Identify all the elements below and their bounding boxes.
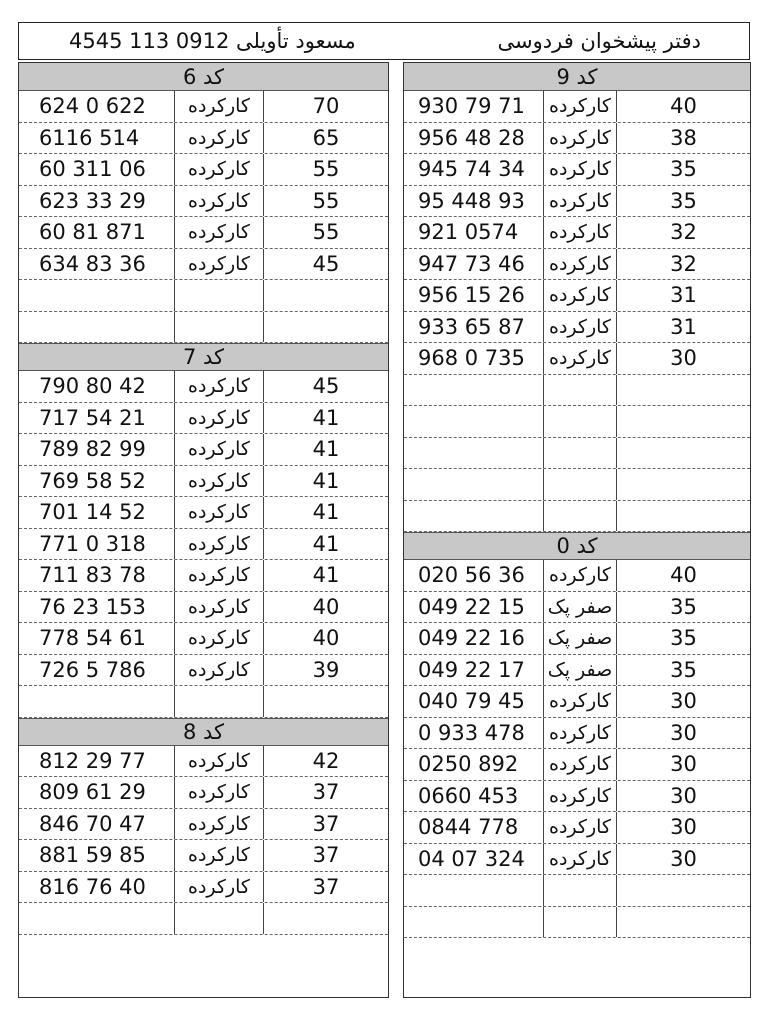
phone-number: 049 22 15 xyxy=(404,592,544,623)
phone-number: 947 73 46 xyxy=(404,249,544,280)
price xyxy=(617,907,750,938)
phone-number: 790 80 42 xyxy=(19,371,175,402)
table-row xyxy=(19,592,388,624)
phone-number: 921 0574 xyxy=(404,217,544,248)
table-row xyxy=(19,154,388,186)
sim-status: صفر پک xyxy=(544,655,617,686)
phone-number xyxy=(19,312,175,343)
price: 38 xyxy=(670,125,697,150)
price: 35 xyxy=(670,157,697,182)
price: 30 xyxy=(670,346,697,371)
phone-number: 778 54 61 xyxy=(19,623,175,654)
phone-number: 789 82 99 xyxy=(19,434,175,465)
phone-number: 956 48 28 xyxy=(404,123,544,154)
phone-number: 769 58 52 xyxy=(19,466,175,497)
price: 32 xyxy=(670,251,697,276)
sim-status: کارکرده xyxy=(175,497,264,528)
table-row xyxy=(19,371,388,403)
table-row xyxy=(404,312,750,344)
table-row xyxy=(19,186,388,218)
price: 55 xyxy=(312,188,340,213)
phone-number xyxy=(404,406,544,437)
phone-number: 0 933 478 xyxy=(404,718,544,749)
price: 70 xyxy=(312,94,340,119)
sim-status: کارکرده xyxy=(544,560,617,591)
sim-status xyxy=(544,406,617,437)
sim-status: کارکرده xyxy=(544,91,617,122)
sim-status xyxy=(175,280,264,311)
section-header-kod7: کد 7 xyxy=(19,343,388,371)
price: 42 xyxy=(312,748,340,773)
table-row xyxy=(404,217,750,249)
table-row xyxy=(404,749,750,781)
table-row xyxy=(19,217,388,249)
sim-status: کارکرده xyxy=(175,434,264,465)
phone-number xyxy=(19,280,175,311)
table-row xyxy=(19,872,388,904)
price: 37 xyxy=(312,843,340,868)
table-row xyxy=(19,686,388,718)
phone-number: 816 76 40 xyxy=(19,872,175,903)
sim-status xyxy=(544,501,617,532)
phone-number: 726 5 786 xyxy=(19,655,175,686)
sim-status: کارکرده xyxy=(544,343,617,374)
sim-status: صفر پک xyxy=(544,592,617,623)
sim-status: کارکرده xyxy=(175,186,264,217)
price: 31 xyxy=(670,314,697,339)
table-row xyxy=(19,529,388,561)
phone-number: 968 0 735 xyxy=(404,343,544,374)
sim-status xyxy=(544,907,617,938)
sim-status: کارکرده xyxy=(544,718,617,749)
table-row xyxy=(404,875,750,907)
phone-number: 933 65 87 xyxy=(404,312,544,343)
table-row xyxy=(404,592,750,624)
table-row xyxy=(404,907,750,939)
phone-number: 04 07 324 xyxy=(404,844,544,875)
sim-status: کارکرده xyxy=(544,312,617,343)
table-row xyxy=(404,123,750,155)
sim-status: کارکرده xyxy=(175,809,264,840)
table-row xyxy=(19,560,388,592)
sim-status: کارکرده xyxy=(544,781,617,812)
table-row xyxy=(404,844,750,876)
office-name: دفتر پیشخوان فردوسی xyxy=(497,29,701,53)
phone-number: 60 81 871 xyxy=(19,217,175,248)
table-row xyxy=(404,249,750,281)
table-row xyxy=(404,186,750,218)
sim-status: کارکرده xyxy=(175,872,264,903)
sim-status: کارکرده xyxy=(175,746,264,777)
price xyxy=(617,406,750,437)
phone-number: 049 22 17 xyxy=(404,655,544,686)
price: 55 xyxy=(312,220,340,245)
table-row xyxy=(19,809,388,841)
price: 31 xyxy=(670,283,697,308)
price xyxy=(617,375,750,406)
table-row xyxy=(19,655,388,687)
table-row xyxy=(19,434,388,466)
sim-status: کارکرده xyxy=(175,217,264,248)
price: 41 xyxy=(312,468,340,493)
price: 32 xyxy=(670,220,697,245)
phone-number xyxy=(19,903,175,934)
table-row xyxy=(19,123,388,155)
table-row xyxy=(404,91,750,123)
phone-number xyxy=(404,375,544,406)
sim-status: کارکرده xyxy=(544,812,617,843)
price: 37 xyxy=(312,874,340,899)
table-row xyxy=(404,375,750,407)
table-row xyxy=(404,501,750,533)
table-row xyxy=(404,655,750,687)
section-rows-kod8 xyxy=(19,746,388,935)
table-row xyxy=(19,280,388,312)
price xyxy=(264,903,388,934)
phone-number xyxy=(404,469,544,500)
price: 65 xyxy=(312,125,340,150)
price: 30 xyxy=(670,815,697,840)
table-row xyxy=(404,812,750,844)
section-rows-kod6 xyxy=(19,91,388,343)
phone-number: 711 83 78 xyxy=(19,560,175,591)
phone-number: 634 83 36 xyxy=(19,249,175,280)
sim-status: کارکرده xyxy=(175,840,264,871)
phone-number: 809 61 29 xyxy=(19,777,175,808)
section-header-kod6: کد 6 xyxy=(19,63,388,91)
sim-status: کارکرده xyxy=(544,217,617,248)
price: 30 xyxy=(670,720,697,745)
phone-number: 846 70 47 xyxy=(19,809,175,840)
left-column xyxy=(18,62,389,998)
phone-number: 0250 892 xyxy=(404,749,544,780)
sim-status: کارکرده xyxy=(544,749,617,780)
section-header-kod0: کد 0 xyxy=(404,532,750,560)
price xyxy=(617,469,750,500)
table-row xyxy=(19,623,388,655)
table-row xyxy=(19,840,388,872)
price xyxy=(617,438,750,469)
section-rows-kod9 xyxy=(404,91,750,532)
sim-status: کارکرده xyxy=(175,249,264,280)
price: 41 xyxy=(312,500,340,525)
phone-number: 049 22 16 xyxy=(404,623,544,654)
phone-number: 956 15 26 xyxy=(404,280,544,311)
price: 40 xyxy=(670,94,697,119)
price: 40 xyxy=(670,563,697,588)
sim-status: کارکرده xyxy=(175,529,264,560)
phone-number: 624 0 622 xyxy=(19,91,175,122)
sim-status: کارکرده xyxy=(544,686,617,717)
price: 30 xyxy=(670,783,697,808)
sim-status: کارکرده xyxy=(175,123,264,154)
section-header-kod8: کد 8 xyxy=(19,718,388,746)
table-row xyxy=(404,406,750,438)
sim-status xyxy=(175,903,264,934)
phone-number: 60 311 06 xyxy=(19,154,175,185)
sim-status xyxy=(544,438,617,469)
phone-number: 623 33 29 xyxy=(19,186,175,217)
phone-number: 930 79 71 xyxy=(404,91,544,122)
phone-number: 95 448 93 xyxy=(404,186,544,217)
price: 30 xyxy=(670,846,697,871)
table-row xyxy=(19,403,388,435)
phone-number: 040 79 45 xyxy=(404,686,544,717)
section-rows-kod7 xyxy=(19,371,388,718)
price: 37 xyxy=(312,811,340,836)
table-row xyxy=(19,497,388,529)
sheet-header xyxy=(18,22,750,60)
sim-status: کارکرده xyxy=(544,154,617,185)
phone-number xyxy=(404,501,544,532)
phone-number: 76 23 153 xyxy=(19,592,175,623)
price: 55 xyxy=(312,157,340,182)
price: 40 xyxy=(312,626,340,651)
price: 40 xyxy=(312,594,340,619)
table-row xyxy=(19,249,388,281)
table-row xyxy=(19,903,388,935)
sim-status: کارکرده xyxy=(175,560,264,591)
table-row xyxy=(404,280,750,312)
price xyxy=(264,312,388,343)
table-row xyxy=(404,343,750,375)
price xyxy=(617,875,750,906)
price: 35 xyxy=(670,188,697,213)
price: 30 xyxy=(670,689,697,714)
table-row xyxy=(404,781,750,813)
price: 41 xyxy=(312,437,340,462)
price: 45 xyxy=(312,374,340,399)
price: 37 xyxy=(312,780,340,805)
sim-status: صفر پک xyxy=(544,623,617,654)
section-rows-kod0 xyxy=(404,560,750,938)
price: 30 xyxy=(670,752,697,777)
phone-number xyxy=(404,875,544,906)
table-row xyxy=(19,746,388,778)
table-row xyxy=(404,438,750,470)
sim-status: کارکرده xyxy=(175,91,264,122)
price: 41 xyxy=(312,531,340,556)
phone-number: 812 29 77 xyxy=(19,746,175,777)
sim-status: کارکرده xyxy=(544,249,617,280)
price: 39 xyxy=(312,657,340,682)
sim-status xyxy=(544,875,617,906)
sim-status: کارکرده xyxy=(544,844,617,875)
seller-contact: مسعود تأویلی 0912 113 4545 xyxy=(69,29,356,53)
table-row xyxy=(404,686,750,718)
price xyxy=(264,686,388,717)
table-row xyxy=(19,466,388,498)
sim-status: کارکرده xyxy=(175,623,264,654)
table-row xyxy=(404,560,750,592)
section-header-kod9: کد 9 xyxy=(404,63,750,91)
table-row xyxy=(19,312,388,344)
price: 41 xyxy=(312,405,340,430)
phone-number: 701 14 52 xyxy=(19,497,175,528)
sim-status xyxy=(175,686,264,717)
table-row xyxy=(19,91,388,123)
phone-number: 717 54 21 xyxy=(19,403,175,434)
sim-status: کارکرده xyxy=(175,371,264,402)
sim-status xyxy=(175,312,264,343)
sim-status: کارکرده xyxy=(175,777,264,808)
price xyxy=(264,280,388,311)
sim-status: کارکرده xyxy=(175,655,264,686)
table-row xyxy=(404,623,750,655)
price-sheet xyxy=(18,22,752,1000)
phone-number xyxy=(19,686,175,717)
sim-status: کارکرده xyxy=(544,280,617,311)
table-row xyxy=(19,777,388,809)
price: 35 xyxy=(670,657,697,682)
table-row xyxy=(404,154,750,186)
table-row xyxy=(404,718,750,750)
phone-number xyxy=(404,907,544,938)
price: 35 xyxy=(670,626,697,651)
price xyxy=(617,501,750,532)
phone-number: 881 59 85 xyxy=(19,840,175,871)
sim-status: کارکرده xyxy=(175,466,264,497)
phone-number: 020 56 36 xyxy=(404,560,544,591)
phone-number: 0844 778 xyxy=(404,812,544,843)
sim-status: کارکرده xyxy=(544,186,617,217)
sim-status xyxy=(544,469,617,500)
phone-number: 771 0 318 xyxy=(19,529,175,560)
sim-status: کارکرده xyxy=(175,592,264,623)
sim-status: کارکرده xyxy=(544,123,617,154)
sim-status: کارکرده xyxy=(175,403,264,434)
phone-number: 6116 514 xyxy=(19,123,175,154)
table-row xyxy=(404,469,750,501)
phone-number: 945 74 34 xyxy=(404,154,544,185)
price: 35 xyxy=(670,594,697,619)
price: 45 xyxy=(312,251,340,276)
price: 41 xyxy=(312,563,340,588)
sim-status xyxy=(544,375,617,406)
phone-number xyxy=(404,438,544,469)
sim-status: کارکرده xyxy=(175,154,264,185)
phone-number: 0660 453 xyxy=(404,781,544,812)
right-column xyxy=(403,62,751,998)
